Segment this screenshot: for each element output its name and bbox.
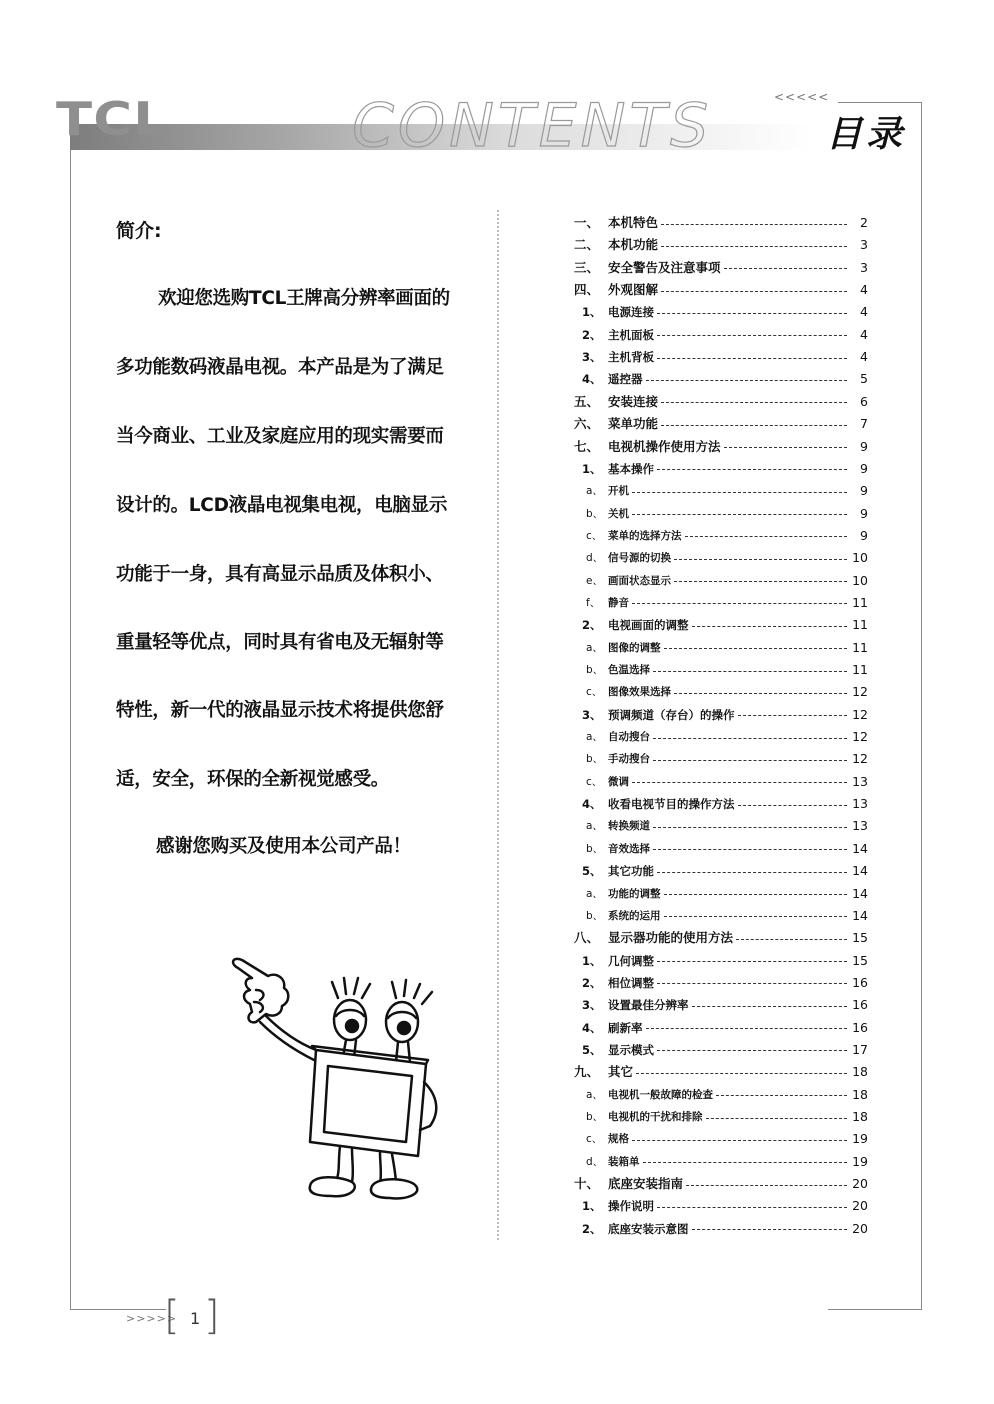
page-number: 1 <box>190 1309 201 1328</box>
toc-entry <box>574 1063 868 1081</box>
toc-leader-line <box>653 738 847 739</box>
toc-entry-page: 16 <box>852 974 868 990</box>
toc-entry-number: e、 <box>586 574 603 587</box>
toc-entry-label: 微调 <box>608 775 629 788</box>
toc-entry-label: 主机背板 <box>608 350 654 365</box>
intro-title: 简介: <box>116 220 162 242</box>
toc-leader-line <box>685 536 848 537</box>
toc-entry-number: 4、 <box>582 797 602 812</box>
toc-entry <box>574 728 868 746</box>
toc-entry-page: 10 <box>852 572 868 588</box>
toc-entry-page: 19 <box>852 1131 868 1147</box>
toc-entry-label: 操作说明 <box>608 1199 654 1214</box>
toc-entry-number: 5、 <box>582 864 602 879</box>
toc-entry-number: 2、 <box>582 1221 602 1236</box>
toc-entry <box>574 750 868 768</box>
toc-entry-page: 12 <box>852 706 868 722</box>
toc-entry-label: 装箱单 <box>608 1155 640 1168</box>
toc-entry-page: 16 <box>852 997 868 1013</box>
toc-entry-number: 八、 <box>574 930 600 946</box>
toc-entry <box>574 974 868 992</box>
toc-leader-line <box>661 425 847 426</box>
frame-line-top-right <box>838 102 922 103</box>
intro-line: 多功能数码液晶电视。本产品是为了满足 <box>116 357 444 378</box>
toc-entry-page: 13 <box>852 796 868 812</box>
toc-entry-page: 12 <box>852 751 868 767</box>
toc-entry-page: 12 <box>852 729 868 745</box>
brand-logo: TCL <box>56 92 169 146</box>
toc-entry <box>574 817 868 835</box>
toc-entry-label: 电源连接 <box>608 305 654 320</box>
toc-leader-line <box>724 447 847 448</box>
toc-entry <box>574 438 868 456</box>
toc-entry-number: a、 <box>586 485 603 498</box>
toc-leader-line <box>724 268 847 269</box>
toc-entry <box>574 1086 868 1104</box>
toc-entry-number: b、 <box>586 842 604 855</box>
toc-entry-number: 4、 <box>582 1020 602 1035</box>
toc-entry <box>574 1197 868 1215</box>
toc-entry-page: 9 <box>860 505 868 521</box>
toc-leader-line <box>692 626 848 627</box>
toc-entry-page: 7 <box>860 416 868 432</box>
toc-entry-page: 20 <box>852 1220 868 1236</box>
toc-entry-number: 十、 <box>574 1176 600 1192</box>
toc-entry <box>574 661 868 679</box>
toc-entry <box>574 549 868 567</box>
footer-bracket-left: [ <box>164 1293 180 1339</box>
toc-leader-line <box>657 358 847 359</box>
toc-leader-line <box>661 246 847 247</box>
toc-entry-label: 菜单的选择方法 <box>608 529 682 542</box>
toc-entry-label: 信号源的切换 <box>608 552 671 565</box>
toc-entry-label: 菜单功能 <box>608 416 659 432</box>
toc-leader-line <box>738 805 848 806</box>
toc-entry-page: 10 <box>852 550 868 566</box>
toc-entry <box>574 482 868 500</box>
intro-line: 特性，新一代的液晶显示技术将提供您舒 <box>116 700 444 721</box>
toc-leader-line <box>674 559 847 560</box>
toc-leader-line <box>661 402 847 403</box>
toc-leader-line <box>636 1073 847 1074</box>
toc-entry-label: 刷新率 <box>608 1020 643 1035</box>
toc-entry-number: b、 <box>586 753 604 766</box>
toc-entry-page: 15 <box>852 930 868 946</box>
frame-line-right <box>921 102 922 1310</box>
frame-line-bottom-left <box>70 1309 166 1310</box>
toc-entry-number: f、 <box>586 596 601 609</box>
column-divider <box>497 210 499 1240</box>
toc-entry-label: 基本操作 <box>608 461 654 476</box>
toc-entry-number: 2、 <box>582 327 602 342</box>
toc-entry <box>574 326 868 344</box>
toc-entry <box>574 259 868 277</box>
toc-entry-page: 11 <box>852 662 868 677</box>
toc-leader-line <box>632 492 847 493</box>
toc-entry <box>574 1130 868 1148</box>
toc-entry <box>574 1153 868 1171</box>
toc-entry-number: 2、 <box>582 975 602 990</box>
toc-entry-number: 六、 <box>574 416 600 432</box>
toc-entry-label: 画面状态显示 <box>608 574 671 587</box>
toc-leader-line <box>632 1140 847 1141</box>
toc-leader-line <box>664 648 848 649</box>
toc-entry-label: 主机面板 <box>608 327 654 342</box>
toc-entry <box>574 281 868 299</box>
toc-entry-page: 4 <box>860 304 868 320</box>
toc-entry <box>574 370 868 388</box>
toc-entry-number: c、 <box>586 686 603 699</box>
toc-entry <box>574 616 868 634</box>
toc-entry <box>574 639 868 657</box>
toc-entry-label: 自动搜台 <box>608 731 650 744</box>
toc-leader-line <box>738 715 848 716</box>
toc-entry-number: 1、 <box>582 1199 602 1214</box>
toc-leader-line <box>736 939 847 940</box>
toc-entry-page: 3 <box>860 237 868 253</box>
toc-entry-page: 13 <box>852 818 868 834</box>
toc-leader-line <box>643 1162 848 1163</box>
toc-entry-label: 显示模式 <box>608 1042 654 1057</box>
intro-line: 适，安全，环保的全新视觉感受。 <box>116 769 390 790</box>
toc-leader-line <box>646 1028 848 1029</box>
toc-entry <box>574 460 868 478</box>
toc-entry-label: 音效选择 <box>608 842 650 855</box>
toc-entry-label: 安全警告及注意事项 <box>608 259 721 275</box>
toc-entry-label: 规格 <box>608 1133 629 1146</box>
toc-entry-page: 20 <box>852 1198 868 1214</box>
toc-entry-page: 5 <box>860 371 868 387</box>
toc-leader-line <box>692 1229 848 1230</box>
toc-entry-label: 转换频道 <box>608 820 650 833</box>
toc-entry-page: 14 <box>852 885 868 901</box>
toc-entry-page: 15 <box>852 952 868 968</box>
toc-entry-label: 本机功能 <box>608 237 659 253</box>
toc-entry-page: 9 <box>860 460 868 476</box>
toc-entry <box>574 773 868 791</box>
toc-entry-page: 11 <box>852 594 868 610</box>
toc-entry <box>574 996 868 1014</box>
toc-entry <box>574 795 868 813</box>
toc-entry-label: 其它功能 <box>608 864 654 879</box>
toc-entry-number: b、 <box>586 507 604 520</box>
toc-entry-number: 七、 <box>574 438 600 454</box>
toc-entry-page: 9 <box>860 527 868 543</box>
toc-leader-line <box>653 827 847 828</box>
toc-entry-label: 系统的运用 <box>608 909 661 922</box>
toc-leader-line <box>661 224 847 225</box>
toc-leader-line <box>653 760 847 761</box>
toc-entry-page: 9 <box>860 483 868 499</box>
toc-entry <box>574 840 868 858</box>
toc-entry-number: 1、 <box>582 305 602 320</box>
toc-leader-line <box>632 782 847 783</box>
toc-entry-page: 13 <box>852 773 868 789</box>
toc-entry <box>574 885 868 903</box>
toc-entry-number: 3、 <box>582 998 602 1013</box>
toc-entry-number: a、 <box>586 731 603 744</box>
header-chevrons: <<<<< <box>774 90 830 104</box>
toc-entry-label: 几何调整 <box>608 953 654 968</box>
toc-entry-number: 2、 <box>582 618 602 633</box>
toc-entry <box>574 1019 868 1037</box>
toc-entry <box>574 393 868 411</box>
toc-entry <box>574 706 868 724</box>
toc-entry <box>574 527 868 545</box>
toc-entry <box>574 1175 868 1193</box>
toc-entry-number: c、 <box>586 529 603 542</box>
toc-entry-page: 2 <box>860 215 868 230</box>
toc-leader-line <box>674 693 847 694</box>
toc-leader-line <box>657 335 847 336</box>
toc-leader-line <box>716 1095 847 1096</box>
toc-entry-number: 一、 <box>574 215 600 230</box>
toc-entry-label: 电视机一般故障的检查 <box>608 1088 713 1101</box>
toc-entry-label: 收看电视节目的操作方法 <box>608 797 735 812</box>
toc-entry-page: 4 <box>860 282 868 298</box>
toc-entry <box>574 348 868 366</box>
toc-entry-number: a、 <box>586 820 603 833</box>
toc-entry-label: 外观图解 <box>608 282 659 298</box>
toc-entry <box>574 214 868 232</box>
toc-entry-page: 11 <box>852 639 868 655</box>
toc-leader-line <box>664 916 848 917</box>
toc-leader-line <box>646 380 848 381</box>
toc-entry-label: 预调频道（存台）的操作 <box>608 707 735 722</box>
toc-leader-line <box>657 961 847 962</box>
toc-entry <box>574 594 868 612</box>
toc-entry-number: a、 <box>586 887 603 900</box>
toc-entry-number: a、 <box>586 1088 603 1101</box>
toc-entry-page: 18 <box>852 1086 868 1102</box>
toc-entry-label: 本机特色 <box>608 215 659 230</box>
intro-line: 功能于一身，具有高显示品质及体积小、 <box>116 564 444 585</box>
toc-entry-label: 电视机的干扰和排除 <box>608 1111 703 1123</box>
toc-entry-page: 16 <box>852 1019 868 1035</box>
toc-entry-label: 底座安装示意图 <box>608 1221 689 1236</box>
intro-line: 当今商业、工业及家庭应用的现实需要而 <box>116 426 444 447</box>
toc-entry-label: 图像效果选择 <box>608 686 671 699</box>
toc-entry <box>574 572 868 590</box>
toc-entry <box>574 303 868 321</box>
toc-entry <box>574 907 868 925</box>
toc-entry-label: 安装连接 <box>608 393 659 409</box>
toc-leader-line <box>653 849 847 850</box>
toc-leader-line <box>686 1185 847 1186</box>
toc-entry-number: b、 <box>586 664 604 676</box>
toc-entry-page: 19 <box>852 1153 868 1169</box>
frame-line-bottom-right <box>828 1309 922 1310</box>
toc-entry-label: 色温选择 <box>608 664 650 676</box>
contents-heading-cn: 目录 <box>826 113 907 155</box>
toc-entry-number: 1、 <box>582 953 602 968</box>
toc-entry-number: 3、 <box>582 350 602 365</box>
intro-line: 重量轻等优点，同时具有省电及无辐射等 <box>116 632 444 653</box>
toc-entry-page: 9 <box>860 438 868 454</box>
toc-entry-number: c、 <box>586 775 603 788</box>
toc-leader-line <box>657 1050 847 1051</box>
toc-entry-number: 1、 <box>582 461 602 476</box>
toc-leader-line <box>657 983 847 984</box>
toc-entry-label: 功能的调整 <box>608 887 661 900</box>
toc-entry-label: 电视画面的调整 <box>608 618 689 633</box>
toc-entry <box>574 415 868 433</box>
toc-entry-page: 6 <box>860 393 868 409</box>
footer-chevrons: >>>>> <box>126 1312 178 1325</box>
toc-entry-page: 4 <box>860 326 868 342</box>
toc-leader-line <box>632 514 847 515</box>
toc-leader-line <box>706 1118 848 1119</box>
toc-entry-page: 17 <box>852 1041 868 1057</box>
intro-line: 欢迎您选购TCL王牌高分辨率画面的 <box>158 288 450 309</box>
toc-leader-line <box>657 313 847 314</box>
toc-entry-number: 四、 <box>574 282 600 298</box>
toc-entry-number: 5、 <box>582 1042 602 1057</box>
footer-bracket-right: ] <box>204 1293 220 1339</box>
toc-leader-line <box>664 894 848 895</box>
toc-leader-line <box>661 291 847 292</box>
toc-entry <box>574 505 868 523</box>
frame-line-left <box>70 150 71 1310</box>
tv-mascot-illustration <box>220 950 450 1200</box>
toc-entry-number: a、 <box>586 641 603 654</box>
toc-entry-page: 14 <box>852 863 868 879</box>
toc-entry-page: 11 <box>852 617 868 633</box>
toc-entry-number: b、 <box>586 909 604 922</box>
toc-entry <box>574 683 868 701</box>
intro-thanks: 感谢您购买及使用本公司产品！ <box>156 836 411 857</box>
toc-leader-line <box>692 1006 848 1007</box>
toc-entry-number: 九、 <box>574 1064 600 1080</box>
toc-entry <box>574 952 868 970</box>
toc-entry-label: 相位调整 <box>608 975 654 990</box>
toc-entry-label: 遥控器 <box>608 372 643 387</box>
toc-leader-line <box>657 872 847 873</box>
toc-entry-number: 4、 <box>582 372 602 387</box>
toc-leader-line <box>657 469 847 470</box>
toc-entry-label: 手动搜台 <box>608 753 650 766</box>
toc-leader-line <box>657 1207 847 1208</box>
toc-entry-label: 电视机操作使用方法 <box>608 438 721 454</box>
toc-leader-line <box>632 603 847 604</box>
toc-leader-line <box>653 671 847 672</box>
toc-entry-number: b、 <box>586 1111 604 1123</box>
toc-entry-page: 18 <box>852 1064 868 1080</box>
toc-entry <box>574 1041 868 1059</box>
toc-entry-label: 关机 <box>608 507 629 520</box>
contents-heading: CONTENTS <box>352 91 713 161</box>
toc-entry-label: 显示器功能的使用方法 <box>608 930 734 946</box>
intro-line: 设计的。LCD液晶电视集电视，电脑显示 <box>116 495 448 516</box>
toc-entry <box>574 1108 868 1126</box>
toc-entry <box>574 862 868 880</box>
toc-entry-page: 18 <box>852 1109 868 1124</box>
toc-entry-label: 静音 <box>608 596 629 609</box>
toc-entry-label: 开机 <box>608 485 629 498</box>
toc-entry <box>574 929 868 947</box>
toc-entry-number: 三、 <box>574 259 600 275</box>
toc-entry-page: 4 <box>860 349 868 365</box>
toc-entry-label: 图像的调整 <box>608 641 661 654</box>
toc-entry-number: d、 <box>586 1155 604 1168</box>
toc-entry-page: 14 <box>852 840 868 856</box>
toc-entry-number: 五、 <box>574 393 600 409</box>
toc-entry-number: 3、 <box>582 707 602 722</box>
toc-entry-label: 底座安装指南 <box>608 1176 684 1192</box>
toc-entry <box>574 236 868 254</box>
toc-entry-label: 设置最佳分辨率 <box>608 998 689 1013</box>
toc-entry-number: d、 <box>586 552 604 565</box>
toc-leader-line <box>674 581 847 582</box>
toc-entry-label: 其它 <box>608 1064 634 1080</box>
toc-entry-number: 二、 <box>574 237 600 253</box>
toc-entry-number: c、 <box>586 1133 603 1146</box>
toc-entry-page: 3 <box>860 259 868 275</box>
toc-entry-page: 12 <box>852 684 868 700</box>
toc-entry <box>574 1220 868 1238</box>
toc-entry-page: 14 <box>852 907 868 923</box>
toc-entry-page: 20 <box>852 1176 868 1192</box>
